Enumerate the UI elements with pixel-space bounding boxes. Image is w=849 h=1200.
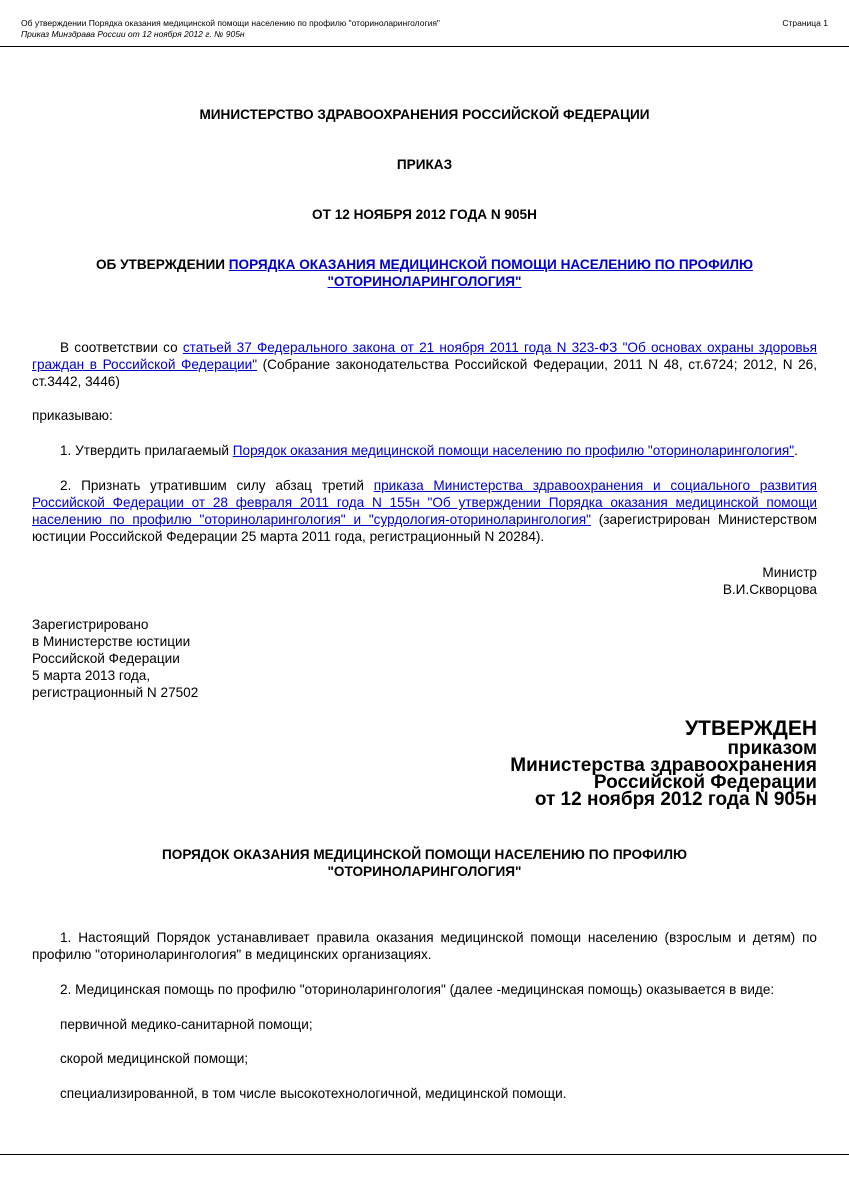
item-1-suffix: .	[794, 443, 798, 458]
preamble-paragraph	[32, 339, 817, 390]
preamble-suffix: (Собрание законодательства Российской Федерации, 2011 N 48, ст.6724; 2012, N 26, ст.3442, 3446)	[32, 357, 817, 389]
item-2-paragraph	[32, 477, 817, 545]
item-2-suffix: (зарегистрирован Министерством юстиции Российской Федерации 25 марта 2011 года, регистрационный N 20284).	[32, 512, 818, 544]
approved-line: УТВЕРЖДЕН	[685, 717, 817, 740]
item-2-prefix: 2. Признать утратившим силу абзац третий	[60, 478, 374, 493]
registration-line: Зарегистрировано	[32, 617, 149, 632]
order-date-heading: ОТ 12 НОЯБРЯ 2012 ГОДА N 905Н	[312, 207, 537, 222]
procedure-list-item: скорой медицинской помощи;	[60, 1051, 249, 1066]
item-2-link[interactable]: приказа Министерства здравоохранения и социального развития Российской Федерации от 28 февраля 2011 года N 155н "Об утверждении Порядка оказания медицинской помощи населению по профилю "оториноларингология" и "сурдология-оториноларингология"	[32, 478, 818, 527]
registration-block	[32, 616, 817, 701]
registration-line: регистрационный N 27502	[32, 685, 199, 700]
procedure-paragraph-2: 2. Медицинская помощь по профилю "оториноларингология" (далее -медицинская помощь) оказывается в виде:	[60, 982, 775, 997]
header-divider	[0, 46, 849, 47]
preamble-link[interactable]: статьей 37 Федерального закона от 21 ноября 2011 года N 323-ФЗ "Об основах охраны здоровья граждан в Российской Федерации"	[32, 340, 817, 372]
header-title: Об утверждении Порядка оказания медицинской помощи населению по профилю "оториноларингология"	[21, 18, 440, 28]
registration-line: в Министерстве юстиции	[32, 634, 191, 649]
approval-stamp	[510, 718, 817, 808]
procedure-list-item: специализированной, в том числе высокотехнологичной, медицинской помощи.	[60, 1086, 567, 1101]
header-subtitle: Приказ Минздрава России от 12 ноября 2012 г. № 905н	[21, 29, 245, 39]
subject-link[interactable]: ПОРЯДКА ОКАЗАНИЯ МЕДИЦИНСКОЙ ПОМОЩИ НАСЕЛЕНИЮ ПО ПРОФИЛЮ "ОТОРИНОЛАРИНГОЛОГИЯ"	[228, 257, 754, 289]
subject-prefix: ОБ УТВЕРЖДЕНИИ	[95, 257, 229, 272]
procedure-title	[32, 846, 817, 880]
footer-divider	[0, 1154, 849, 1155]
signer-title: Министр	[762, 565, 817, 580]
approved-line: от 12 ноября 2012 года N 905н	[534, 789, 817, 810]
item-1-link[interactable]: Порядок оказания медицинской помощи населению по профилю "оториноларингология"	[232, 443, 795, 458]
approved-line: Российской Федерации	[593, 772, 817, 793]
procedure-list-item: первичной медико-санитарной помощи;	[60, 1017, 313, 1032]
signature-block	[723, 564, 817, 598]
order-word: приказываю:	[32, 408, 113, 423]
signer-name: В.И.Скворцова	[722, 582, 817, 597]
registration-line: 5 марта 2013 года,	[32, 668, 151, 683]
approved-line: Министерства здравоохранения	[510, 755, 817, 776]
procedure-title-line-1: ПОРЯДОК ОКАЗАНИЯ МЕДИЦИНСКОЙ ПОМОЩИ НАСЕЛЕНИЮ ПО ПРОФИЛЮ	[161, 847, 688, 862]
header-left	[21, 18, 681, 40]
page-number: Страница 1	[782, 18, 828, 28]
ministry-heading: МИНИСТЕРСТВО ЗДРАВООХРАНЕНИЯ РОССИЙСКОЙ ФЕДЕРАЦИИ	[199, 107, 650, 122]
procedure-paragraph-1: 1. Настоящий Порядок устанавливает правила оказания медицинской помощи населению (взрослым и детям) по профилю "оториноларингология" в медицинских организациях.	[32, 930, 817, 962]
registration-line: Российской Федерации	[32, 651, 180, 666]
subject-heading	[32, 256, 817, 290]
approved-line: приказом	[727, 738, 817, 759]
item-1-paragraph	[32, 442, 817, 459]
item-1-prefix: 1. Утвердить прилагаемый	[60, 443, 233, 458]
procedure-title-line-2: "ОТОРИНОЛАРИНГОЛОГИЯ"	[327, 864, 522, 879]
order-heading: ПРИКАЗ	[396, 157, 453, 172]
preamble-prefix: В соответствии со	[60, 340, 183, 355]
